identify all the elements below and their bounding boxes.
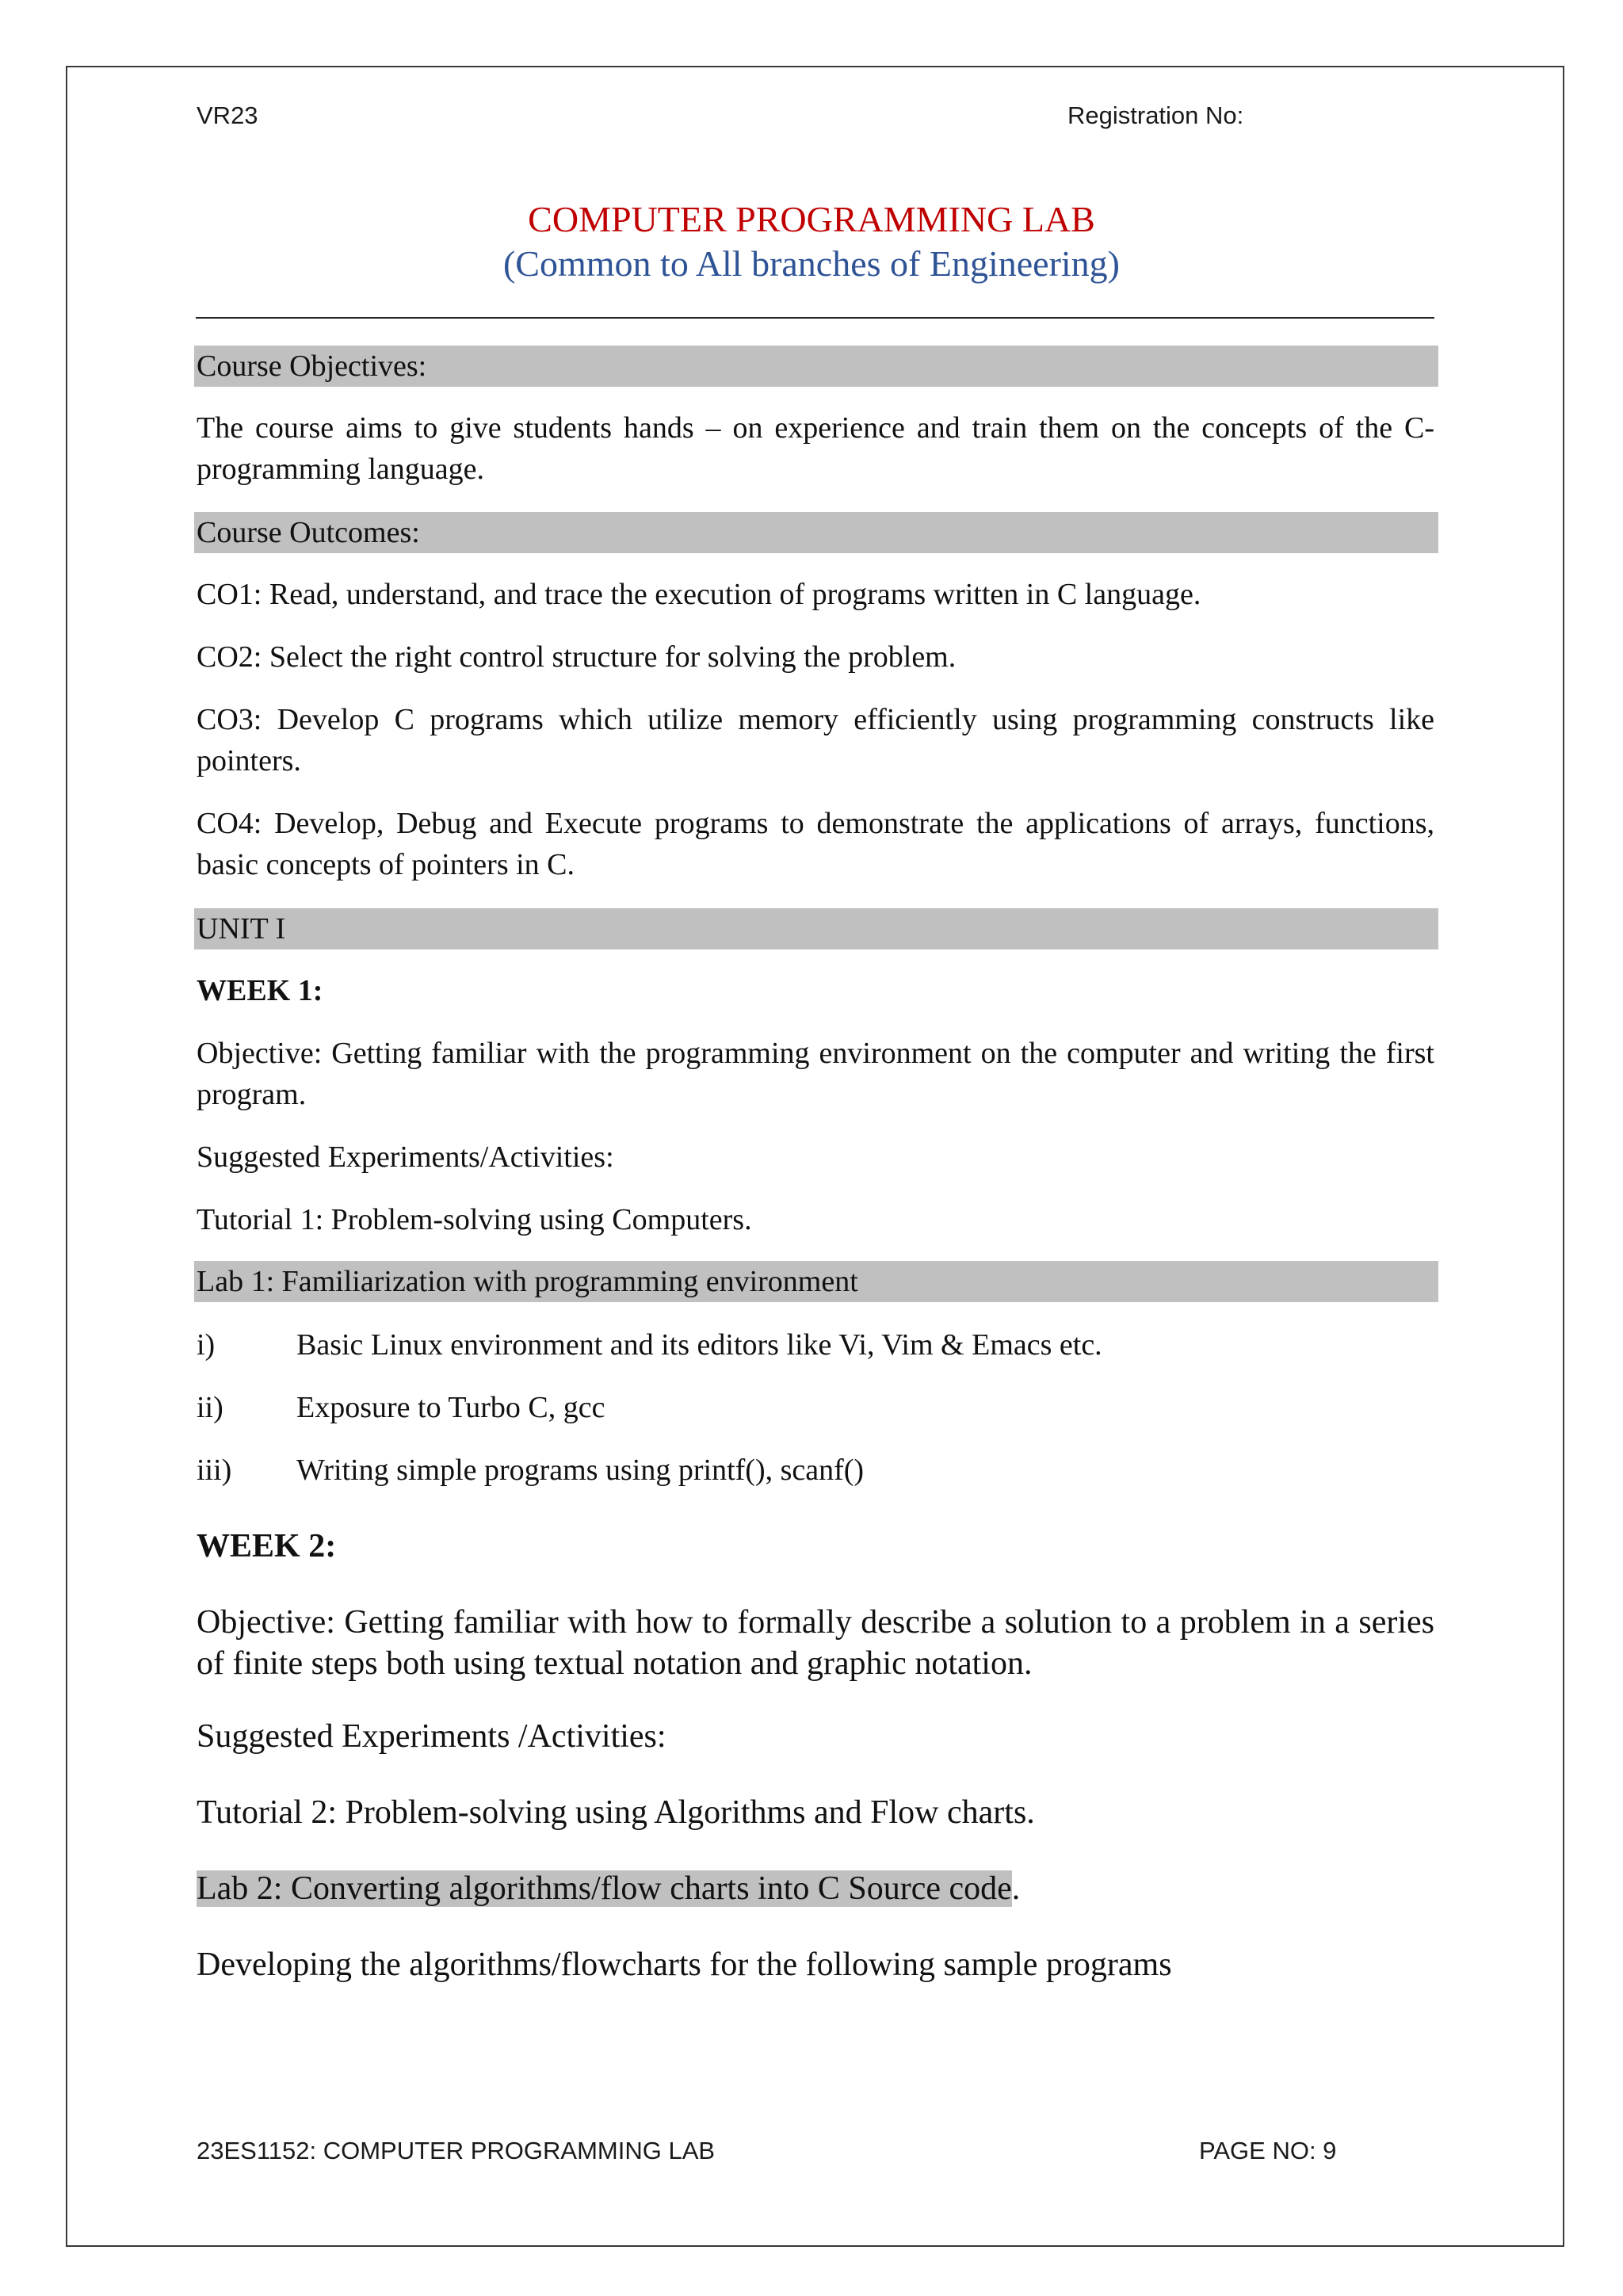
- week2-developing: Developing the algorithms/flowcharts for the following sample programs: [197, 1946, 1172, 1983]
- week2-heading: WEEK 2:: [197, 1528, 337, 1564]
- week1-tutorial: Tutorial 1: Problem-solving using Computers.: [197, 1203, 752, 1236]
- lab2-line: [197, 1868, 1434, 1909]
- list-item-number: iii): [197, 1454, 232, 1487]
- outcome-co2: CO2: Select the right control structure for solving the problem.: [197, 640, 957, 674]
- outcomes-heading: Course Outcomes:: [194, 512, 1438, 553]
- title-rule: [196, 317, 1434, 319]
- lab1-heading: Lab 1: Familiarization with programming environment: [194, 1261, 1438, 1302]
- header-left: VR23: [197, 101, 258, 129]
- week1-suggested: Suggested Experiments/Activities:: [197, 1140, 614, 1174]
- footer-page-number: PAGE NO: 9: [1199, 2137, 1337, 2164]
- list-item-text: Basic Linux environment and its editors like Vi, Vim & Emacs etc.: [296, 1328, 1102, 1362]
- week1-objective: Objective: Getting familiar with the programming environment on the computer and writing the first program.: [197, 1037, 1434, 1111]
- objectives-text: The course aims to give students hands – on experience and train them on the concepts of the C- programming language.: [197, 411, 1434, 486]
- week2-tutorial: Tutorial 2: Problem-solving using Algorithms and Flow charts.: [197, 1794, 1035, 1831]
- list-item-number: i): [197, 1328, 216, 1362]
- unit-heading: UNIT I: [194, 908, 1438, 949]
- lab2-heading: Lab 2: Converting algorithms/flow charts into C Source code: [197, 1870, 1012, 1907]
- week2-suggested: Suggested Experiments /Activities:: [197, 1718, 666, 1755]
- week1-heading: WEEK 1:: [197, 974, 323, 1007]
- outcome-co1: CO1: Read, understand, and trace the execution of programs written in C language.: [197, 578, 1201, 611]
- page-title: COMPUTER PROGRAMMING LAB: [528, 199, 1095, 239]
- list-item-text: Exposure to Turbo C, gcc: [296, 1391, 605, 1424]
- outcome-co3: CO3: Develop C programs which utilize memory efficiently using programming constructs like pointers.: [197, 703, 1434, 777]
- list-item-text: Writing simple programs using printf(), scanf(): [296, 1454, 865, 1487]
- week2-objective: Objective: Getting familiar with how to formally describe a solution to a problem in a series of finite steps both using textual notation and graphic notation.: [197, 1604, 1434, 1682]
- lab2-suffix: .: [1011, 1870, 1021, 1907]
- footer-course: 23ES1152: COMPUTER PROGRAMMING LAB: [197, 2137, 716, 2164]
- objectives-heading: Course Objectives:: [194, 346, 1438, 387]
- list-item-number: ii): [197, 1391, 223, 1424]
- page-subtitle: (Common to All branches of Engineering): [502, 243, 1120, 284]
- outcome-co4: CO4: Develop, Debug and Execute programs to demonstrate the applications of arrays, functions, basic concepts of pointers in C.: [197, 807, 1434, 881]
- header-registration: Registration No:: [1067, 101, 1244, 129]
